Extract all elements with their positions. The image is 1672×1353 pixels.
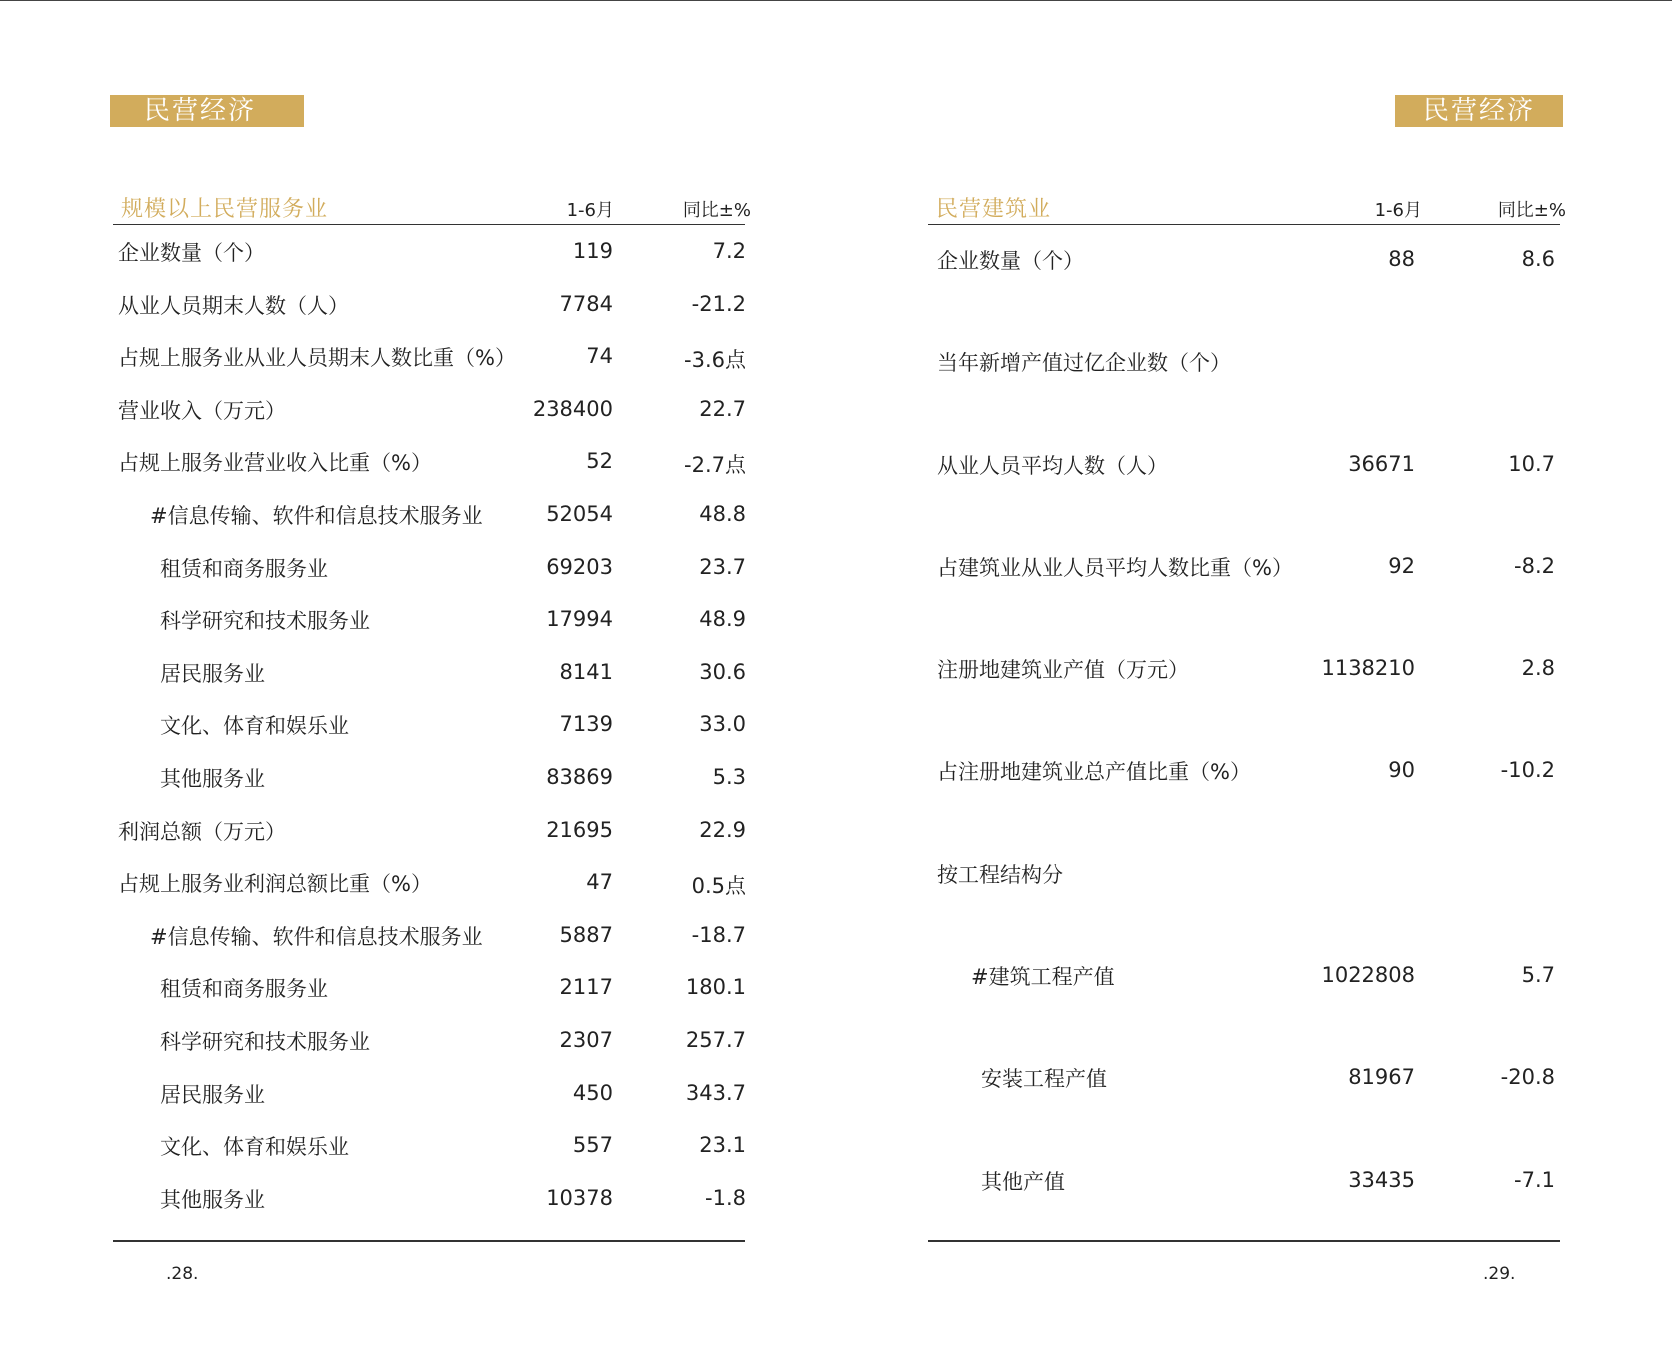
table-row xyxy=(113,1026,745,1079)
row-value-yoy: 5.3 xyxy=(712,764,746,789)
table-row xyxy=(113,395,745,448)
row-value-yoy: 5.7 xyxy=(1521,963,1555,988)
row-value-period: 81967 xyxy=(1348,1065,1415,1090)
row-value-yoy: -7.1 xyxy=(1514,1167,1555,1192)
table-row xyxy=(113,290,745,343)
column-header-yoy: 同比±% xyxy=(682,200,751,221)
row-value-period: 83869 xyxy=(546,764,613,789)
row-label: #信息传输、软件和信息技术服务业 xyxy=(150,503,483,528)
row-value-period: 52054 xyxy=(546,501,613,526)
row-label: 租赁和商务服务业 xyxy=(160,556,328,581)
row-value-yoy: 30.6 xyxy=(699,659,746,684)
row-value-yoy: 33.0 xyxy=(699,712,746,737)
table-row xyxy=(113,868,745,921)
row-value-period: 450 xyxy=(572,1080,613,1105)
row-label: 占规上服务业利润总额比重（%） xyxy=(118,872,432,897)
table-row xyxy=(928,1166,1560,1268)
column-header-yoy: 同比±% xyxy=(1497,200,1566,221)
table-row xyxy=(928,347,1560,449)
column-header-period: 1-6月 xyxy=(1374,200,1422,221)
row-value-period: 2117 xyxy=(559,975,613,1000)
row-value-period: 238400 xyxy=(532,396,613,421)
table-row xyxy=(113,605,745,658)
row-label: 从业人员平均人数（人） xyxy=(937,453,1168,478)
row-value-yoy: 48.8 xyxy=(699,501,746,526)
row-label: 居民服务业 xyxy=(160,1082,265,1107)
page-number: .29. xyxy=(1483,1264,1516,1284)
table-row xyxy=(928,654,1560,756)
row-value-period: 17994 xyxy=(546,607,613,632)
section-badge-right: 民营经济 xyxy=(1395,95,1563,127)
table-row xyxy=(928,756,1560,858)
row-label: 安装工程产值 xyxy=(981,1067,1107,1092)
table-row xyxy=(113,921,745,974)
row-value-yoy: 257.7 xyxy=(685,1027,746,1052)
row-label: 按工程结构分 xyxy=(937,862,1063,887)
row-label: 从业人员期末人数（人） xyxy=(118,293,349,318)
row-value-period: 10378 xyxy=(546,1185,613,1210)
table-row xyxy=(113,553,745,606)
row-value-period: 119 xyxy=(572,239,613,263)
row-label: 文化、体育和娱乐业 xyxy=(160,714,349,739)
row-value-yoy: 2.8 xyxy=(1521,656,1555,681)
row-label: 其他服务业 xyxy=(160,766,265,791)
row-value-period: 8141 xyxy=(559,659,613,684)
table-row xyxy=(113,658,745,711)
table-row xyxy=(928,961,1560,1063)
row-label: 当年新增产值过亿企业数（个） xyxy=(937,351,1231,376)
row-value-yoy: 7.2 xyxy=(712,239,746,263)
table-row xyxy=(113,447,745,500)
row-label: 营业收入（万元） xyxy=(118,398,286,423)
row-value-yoy: 22.9 xyxy=(699,817,746,842)
row-value-period: 90 xyxy=(1388,758,1415,783)
row-label: 利润总额（万元） xyxy=(118,819,286,844)
row-value-yoy: -3.6点 xyxy=(684,348,746,373)
row-label: 租赁和商务服务业 xyxy=(160,977,328,1002)
row-value-yoy: -8.2 xyxy=(1514,553,1555,578)
row-value-yoy: 23.1 xyxy=(699,1133,746,1158)
table-header xyxy=(928,192,1566,225)
row-value-period: 7784 xyxy=(559,291,613,316)
left-page-table xyxy=(113,192,751,1236)
table-row xyxy=(113,500,745,553)
row-label: 占建筑业从业人员平均人数比重（%） xyxy=(937,555,1293,580)
row-label: 占规上服务业营业收入比重（%） xyxy=(118,451,432,476)
row-value-period: 52 xyxy=(586,449,613,474)
row-value-period: 69203 xyxy=(546,554,613,579)
table-row xyxy=(928,450,1560,552)
row-value-period: 36671 xyxy=(1348,451,1415,476)
row-value-period: 2307 xyxy=(559,1027,613,1052)
row-value-yoy: -1.8 xyxy=(705,1185,746,1210)
row-value-period: 74 xyxy=(586,344,613,369)
row-value-period: 47 xyxy=(586,870,613,895)
row-label: 其他服务业 xyxy=(160,1187,265,1212)
row-label: 科学研究和技术服务业 xyxy=(160,1029,370,1054)
row-value-period: 33435 xyxy=(1348,1167,1415,1192)
top-border-line xyxy=(0,0,1672,1)
row-label: 文化、体育和娱乐业 xyxy=(160,1135,349,1160)
row-value-yoy: -21.2 xyxy=(691,291,746,316)
row-value-yoy: 22.7 xyxy=(699,396,746,421)
row-value-period: 1022808 xyxy=(1321,963,1415,988)
row-label: 占规上服务业从业人员期末人数比重（%） xyxy=(118,346,516,371)
row-value-period: 5887 xyxy=(559,922,613,947)
row-value-yoy: 0.5点 xyxy=(691,874,746,899)
table-body xyxy=(113,225,745,1236)
table-title: 民营建筑业 xyxy=(936,197,1052,222)
section-badge-left: 民营经济 xyxy=(110,95,304,127)
row-value-yoy: 180.1 xyxy=(685,975,746,1000)
row-value-period: 557 xyxy=(572,1133,613,1158)
row-value-yoy: 23.7 xyxy=(699,554,746,579)
table-title: 规模以上民营服务业 xyxy=(121,197,329,222)
table-row xyxy=(113,342,745,395)
row-value-period: 92 xyxy=(1388,553,1415,578)
table-header xyxy=(113,192,751,225)
row-value-yoy: -10.2 xyxy=(1500,758,1555,783)
table-row xyxy=(928,552,1560,654)
table-row xyxy=(113,1131,745,1184)
table-row xyxy=(928,245,1560,347)
row-label: 占注册地建筑业总产值比重（%） xyxy=(937,760,1251,785)
table-row xyxy=(113,237,745,290)
page-number: .28. xyxy=(166,1264,199,1284)
table-row xyxy=(113,1184,745,1237)
table-row xyxy=(113,710,745,763)
row-value-yoy: -20.8 xyxy=(1500,1065,1555,1090)
row-value-yoy: 10.7 xyxy=(1508,451,1555,476)
table-row xyxy=(928,859,1560,961)
column-header-period: 1-6月 xyxy=(566,200,614,221)
row-label: 企业数量（个） xyxy=(118,241,265,265)
row-label: 科学研究和技术服务业 xyxy=(160,609,370,634)
table-body xyxy=(928,225,1560,1268)
row-value-period: 1138210 xyxy=(1321,656,1415,681)
table-row xyxy=(928,1063,1560,1165)
table-bottom-rule xyxy=(113,1240,745,1242)
row-value-period: 88 xyxy=(1388,247,1415,271)
row-value-yoy: 343.7 xyxy=(685,1080,746,1105)
row-value-yoy: -2.7点 xyxy=(684,453,746,478)
row-label: 居民服务业 xyxy=(160,661,265,686)
row-label: 注册地建筑业产值（万元） xyxy=(937,658,1189,683)
row-value-period: 7139 xyxy=(559,712,613,737)
row-label: 企业数量（个） xyxy=(937,249,1084,273)
table-row xyxy=(113,1079,745,1132)
row-label: #建筑工程产值 xyxy=(971,965,1115,990)
row-value-yoy: -18.7 xyxy=(691,922,746,947)
row-label: #信息传输、软件和信息技术服务业 xyxy=(150,924,483,949)
table-row xyxy=(113,973,745,1026)
table-row xyxy=(113,816,745,869)
table-bottom-rule xyxy=(928,1240,1560,1242)
row-label: 其他产值 xyxy=(981,1169,1065,1194)
table-row xyxy=(113,763,745,816)
row-value-yoy: 8.6 xyxy=(1521,247,1555,271)
row-value-yoy: 48.9 xyxy=(699,607,746,632)
right-page-table xyxy=(928,192,1566,1268)
row-value-period: 21695 xyxy=(546,817,613,842)
